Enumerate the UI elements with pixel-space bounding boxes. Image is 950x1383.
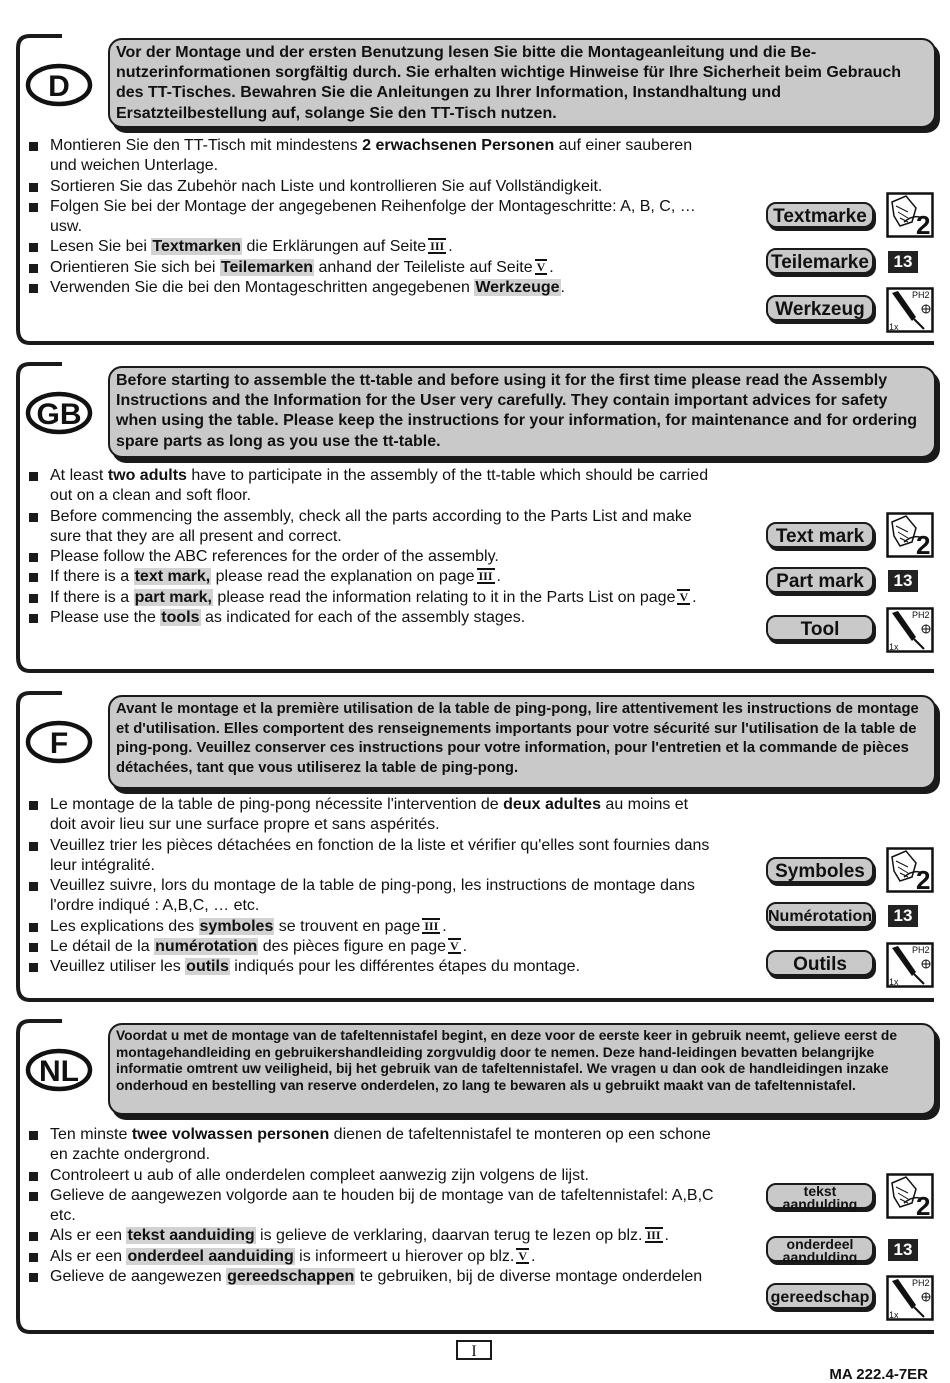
tool-label: Tool: [766, 615, 874, 641]
svg-text:PH2: PH2: [912, 1278, 930, 1288]
text-mark-icon: [886, 192, 934, 238]
list-item: If there is a text mark, please read the explanation on page III .: [26, 567, 726, 587]
list-item: Gelieve de aangewezen gereedschappen te gebruiken, bij de diverse montage onderdelen: [26, 1267, 716, 1287]
highlighted-term: Textmarken: [152, 238, 242, 256]
page-reference: III: [646, 1228, 661, 1243]
list-item: Orientieren Sie sich bei Teilemarken anhand der Teileliste auf Seite V .: [26, 258, 716, 278]
screwdriver-icon: [886, 1275, 934, 1321]
svg-text:2: 2: [916, 530, 931, 558]
intro-notice: Avant le montage et la première utilisation de la table de ping-pong, lire attentivement les instructions de montage et d'utilisation. Elles comportent des renseignements importants pour votre sécurité sur l'utilisation de la table de ping-pong. Veuillez conserver ces instructions pour votre information, pour l'entretien et la commande de pièces détachées, tant que vous utiliserez la table de ping-pong.: [108, 695, 936, 789]
svg-text:1x: 1x: [889, 977, 899, 987]
bold-phrase: deux adultes: [503, 796, 601, 813]
list-item: Als er een onderdeel aanduiding is informeert u hierover op blz. V .: [26, 1247, 716, 1267]
list-item: Le montage de la table de ping-pong nécessite l'intervention de deux adultes au moins et doit avoir lieu sur une surface propre et sans aspérités.: [26, 795, 716, 836]
list-item: Before commencing the assembly, check all the parts according to the Parts List and make sure that they are all present and correct.: [26, 507, 726, 548]
screwdriver-icon: [886, 607, 934, 653]
instruction-list: [26, 466, 726, 628]
list-item: If there is a part mark, please read the information relating to it in the Parts List on page V .: [26, 588, 726, 608]
page-reference: V: [518, 1248, 528, 1263]
svg-text:PH2: PH2: [912, 290, 930, 300]
text-mark-label: Text mark: [766, 522, 874, 548]
list-item: Gelieve de aangewezen volgorde aan te houden bij de montage van de tafeltennistafel: A,B,C etc.: [26, 1186, 716, 1227]
highlighted-term: symboles: [199, 917, 274, 935]
page-reference: V: [536, 259, 546, 274]
screwdriver-icon: [886, 942, 934, 988]
list-item: Lesen Sie bei Textmarken die Erklärungen auf Seite III .: [26, 237, 716, 257]
page-reference: III: [478, 569, 493, 584]
bold-phrase: twee volwassen personen: [131, 1126, 330, 1143]
list-item: Als er een tekst aanduiding is gelieve de verklaring, daarvan terug te lezen op blz. III .: [26, 1226, 716, 1246]
text-mark-label: Textmarke: [766, 202, 874, 228]
svg-text:GB: GB: [36, 398, 82, 431]
highlighted-term: tekst aanduiding: [127, 1227, 255, 1245]
highlighted-term: onderdeel aanduiding: [127, 1247, 294, 1265]
tool-label: gereedschap: [766, 1283, 874, 1309]
list-item: Montieren Sie den TT-Tisch mit mindestens 2 erwachsenen Personen auf einer sauberen und weichen Unterlage.: [26, 136, 716, 177]
part-mark-label: Teilemarke: [766, 248, 874, 274]
text-mark-icon: [886, 1173, 934, 1219]
language-badge: [26, 392, 96, 434]
document-code: MA 222.4-7ER: [829, 1366, 928, 1383]
language-badge: [26, 64, 96, 106]
svg-text:PH2: PH2: [912, 610, 930, 620]
svg-text:1x: 1x: [889, 322, 899, 332]
list-item: Please use the tools as indicated for each of the assembly stages.: [26, 608, 726, 628]
instruction-list: [26, 795, 716, 978]
list-item: Folgen Sie bei der Montage der angegebenen Reihenfolge der Montageschritte: A, B, C, … usw.: [26, 197, 716, 238]
intro-notice: Vor der Montage und der ersten Benutzung lesen Sie bitte die Montageanleitung und die Be-nutzerinformationen sorgfältig durch. Sie erhalten wichtige Hinweise für Ihre Sicherheit beim Gebrauch des TT-Tisches. Bewahren Sie die Anleitungen zu Ihrer Information, Instandhaltung und Ersatzteilbestellung auf, solange Sie den TT-Tisch nutzen.: [108, 38, 936, 128]
page-reference: V: [679, 589, 689, 604]
highlighted-term: text mark,: [134, 568, 211, 586]
part-number-badge: 13: [888, 251, 918, 273]
list-item: Le détail de la numérotation des pièces figure en page V .: [26, 937, 716, 957]
list-item: Les explications des symboles se trouvent en page III .: [26, 917, 716, 937]
svg-text:1x: 1x: [889, 1310, 899, 1320]
svg-text:1x: 1x: [889, 642, 899, 652]
part-mark-label: Numérotation: [766, 902, 874, 928]
svg-text:NL: NL: [39, 1055, 79, 1088]
svg-text:D: D: [48, 70, 70, 103]
svg-text:PH2: PH2: [912, 945, 930, 955]
list-item: Verwenden Sie die bei den Montageschritten angegebenen Werkzeuge.: [26, 278, 716, 298]
list-item: Ten minste twee volwassen personen dienen de tafeltennistafel te monteren op een schone en zachte ondergrond.: [26, 1125, 716, 1166]
text-mark-label: Symboles: [766, 857, 874, 883]
list-item: Veuillez trier les pièces détachées en fonction de la liste et vérifier qu'elles sont fournies dans leur intégralité.: [26, 836, 716, 877]
svg-text:2: 2: [916, 210, 931, 238]
text-mark-label: tekst aandulding: [766, 1183, 874, 1209]
part-mark-label: onderdeel aandulding: [766, 1236, 874, 1262]
part-number-badge: 13: [888, 1239, 918, 1261]
instruction-list: [26, 1125, 716, 1287]
bold-phrase: 2 erwachsenen Personen: [362, 137, 555, 154]
tool-label: Outils: [766, 950, 874, 976]
highlighted-term: tools: [161, 609, 200, 627]
page-reference: V: [449, 939, 459, 954]
highlighted-term: part mark,: [134, 588, 212, 606]
instruction-list: [26, 136, 716, 298]
bold-phrase: two adults: [107, 467, 187, 484]
highlighted-term: Werkzeuge: [475, 279, 560, 297]
text-mark-icon: [886, 847, 934, 893]
screwdriver-icon: [886, 287, 934, 333]
page-reference: III: [424, 918, 439, 933]
intro-notice: Before starting to assemble the tt-table and before using it for the first time please read the Assembly Instructions and the Information for the User very carefully. They contain important advices for safety when using the table. Please keep the instructions for your information, for maintenance and for ordering spare parts as long as you use the tt-table.: [108, 366, 936, 458]
list-item: Veuillez utiliser les outils indiqués pour les différentes étapes du montage.: [26, 957, 716, 977]
highlighted-term: numérotation: [155, 938, 258, 956]
list-item: Please follow the ABC references for the order of the assembly.: [26, 547, 726, 567]
list-item: Controleert u aub of alle onderdelen compleet aanwezig zijn volgens de lijst.: [26, 1166, 716, 1186]
list-item: At least two adults have to participate in the assembly of the tt-table which should be carried out on a clean and soft floor.: [26, 466, 726, 507]
svg-text:F: F: [49, 727, 69, 760]
part-number-badge: 13: [888, 570, 918, 592]
language-section-gb: [16, 362, 936, 674]
language-section-nl: [16, 1019, 936, 1335]
highlighted-term: gereedschappen: [227, 1268, 355, 1286]
page-number: I: [456, 1340, 492, 1360]
highlighted-term: outils: [186, 958, 229, 976]
list-item: Veuillez suivre, lors du montage de la table de ping-pong, les instructions de montage dans l'ordre indiqué : A,B,C, … etc.: [26, 876, 716, 917]
svg-text:2: 2: [916, 1191, 931, 1219]
svg-text:2: 2: [916, 865, 931, 893]
language-section-f: [16, 691, 936, 1003]
text-mark-icon: [886, 512, 934, 558]
language-badge: [26, 721, 96, 763]
page-reference: III: [430, 239, 445, 254]
intro-notice: Voordat u met de montage van de tafeltennistafel begint, en deze voor de eerste keer in gebruik neemt, gelieve eerst de montagehandleiding en gebruikershandleiding zorgvuldig door te nemen. Deze hand-leidingen bevatten belangrijke informatie omtrent uw veiligheid, bij het gebruik van de tafeltennistafel. We vragen u dan ook de handleidingen inzake onderhoud en bestelling van reserve onderdelen, zo lang te bewaren als u gebruikt maakt van de tafeltennistafel.: [108, 1023, 936, 1115]
part-mark-label: Part mark: [766, 567, 874, 593]
tool-label: Werkzeug: [766, 295, 874, 321]
highlighted-term: Teilemarken: [220, 258, 314, 276]
language-section-d: [16, 34, 936, 346]
part-number-badge: 13: [888, 905, 918, 927]
language-badge: [26, 1049, 96, 1091]
list-item: Sortieren Sie das Zubehör nach Liste und kontrollieren Sie auf Vollständigkeit.: [26, 177, 716, 197]
